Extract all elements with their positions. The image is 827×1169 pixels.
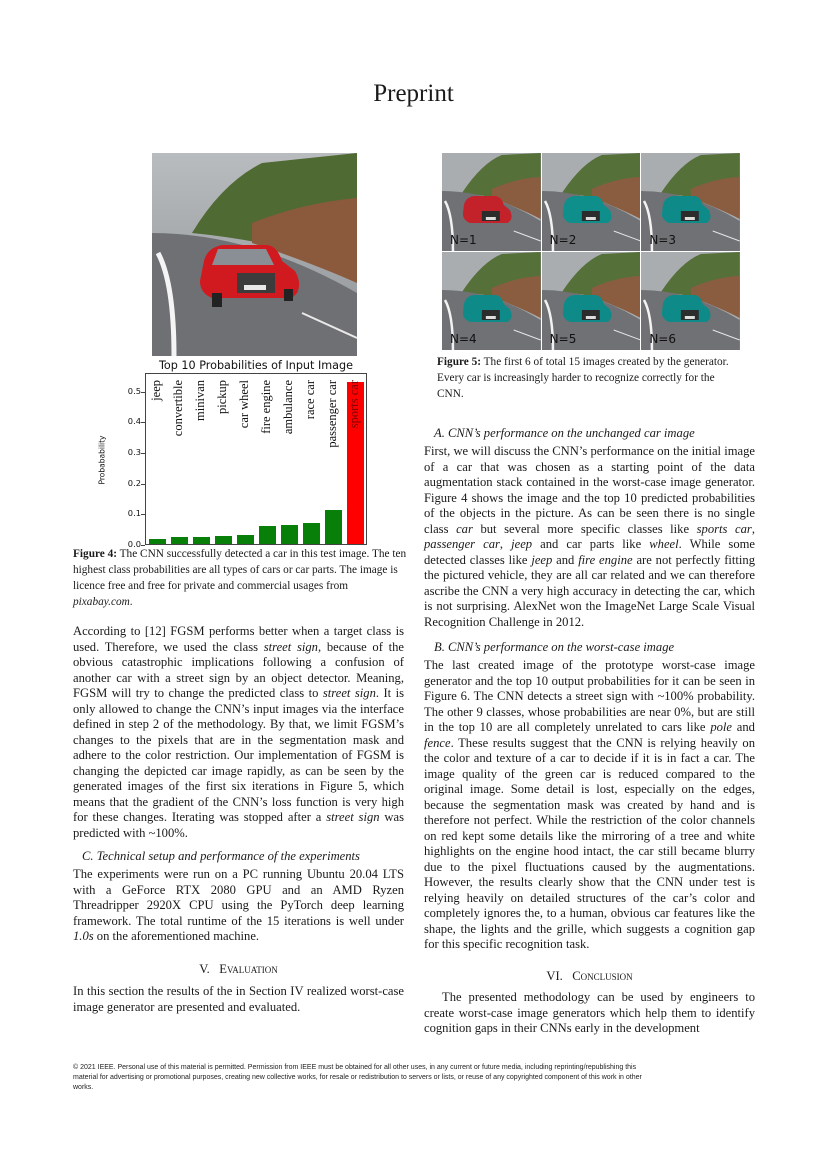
- section-vi-heading: VI. Conclusion: [546, 969, 633, 983]
- y-tick-label: 0.3: [127, 447, 141, 458]
- y-tick-label: 0.4: [127, 416, 141, 427]
- bar-label: convertible: [171, 380, 185, 437]
- bar-label: jeep: [149, 380, 163, 401]
- section-v-heading: V. Evaluation: [199, 962, 278, 976]
- evaluation-intro-paragraph: In this section the results of the in Section IV realized worst-case image generator are presented and evaluated.: [73, 984, 404, 1014]
- chart-y-axis-label: Probabability: [97, 435, 107, 485]
- bar-race-car: [303, 523, 320, 544]
- subsection-c-heading: C. Technical setup and performance of the experiments: [82, 849, 360, 863]
- subsection-b-heading: B. CNN’s performance on the worst-case image: [434, 640, 675, 654]
- y-tick-label: 0.2: [127, 477, 141, 488]
- generated-image-tile: [542, 252, 641, 350]
- figure5-caption: Figure 5: The first 6 of total 15 images created by the generator. Every car is increasingly harder to recognize correctly for the CNN.: [437, 356, 729, 400]
- bar-jeep: [149, 539, 166, 544]
- bar-minivan: [193, 537, 210, 544]
- bar-pickup: [215, 536, 232, 544]
- bar-chart-plot-area: [145, 373, 367, 545]
- bar-label: ambulance: [281, 380, 295, 435]
- generated-image-tile: [641, 252, 740, 350]
- generated-image-tile: [542, 153, 641, 251]
- bar-label: fire engine: [259, 380, 273, 434]
- figure5-image-grid: [442, 153, 740, 350]
- y-tick-label: 0.5: [127, 385, 141, 396]
- bar-fire-engine: [259, 526, 276, 544]
- figure4-caption-label: Figure 4:: [73, 548, 118, 560]
- technical-setup-paragraph: The experiments were run on a PC running Ubuntu 20.04 LTS with a GeForce RTX 2080 GPU and an AMD Ryzen Threadripper 2920X CPU using the PyTorch deep learning framework. The total runtime of the 15 iterations is well under 1.0s on the aforementioned machine.: [73, 867, 404, 943]
- bar-passenger-car: [325, 510, 342, 544]
- subsection-a-heading: A. CNN’s performance on the unchanged car image: [434, 426, 695, 440]
- iteration-label: N=1: [450, 233, 477, 247]
- bar-label: sports car: [347, 380, 361, 429]
- bar-label: car wheel: [237, 380, 251, 429]
- bar-convertible: [171, 537, 188, 544]
- y-tick-label: 0.1: [127, 508, 141, 519]
- bar-ambulance: [281, 525, 298, 544]
- y-tick-label: 0.0: [127, 539, 141, 549]
- iteration-label: N=6: [649, 332, 676, 346]
- pixabay-link-text: pixabay.com: [73, 596, 130, 608]
- bar-label: pickup: [215, 380, 229, 415]
- bar-label: race car: [303, 380, 317, 420]
- iteration-label: N=4: [450, 332, 477, 346]
- worst-case-paragraph: The last created image of the prototype worst-case image generator and the top 10 output probabilities for it can be seen in Figure 6. The CNN detects a street sign with ~100% probability. The other 9 classes, whose probabilities are near 0%, but are still in the top 10 are all completely unrelated to cars like pole and fence. These results suggest that the CNN is relying heavily on the color and texture of a car to decide if it is in fact a car. The image quality of the green car is reduced compared to the original image. Some detail is lost, especially on the edges, because the segmentation mask was created by hand and is therefore not perfect. While the restriction of the color channels on red kept some details like the mirroring of a tree and white highlights on the engine hood intact, the car still became blurry due to the pixel fluctuations caused by the augmentations. However, the results clearly show that the CNN under test is relying heavily on detailed structures of the car’s color and completely ignores the, to a human, obvious car features like the shape, the lights and the grille, which suggests a cognition gap for this specific recognition task.: [424, 658, 755, 951]
- figure4-car-photo: [152, 153, 357, 356]
- bar-car-wheel: [237, 535, 254, 544]
- iteration-label: N=2: [549, 233, 577, 247]
- copyright-notice: © 2021 IEEE. Personal use of this material is permitted. Permission from IEEE must be obtained for all other uses, in any current or future media, including reprinting/republishing this material for advertising or promotional purposes, creating new collective works, for resale or redistribution to servers or lists, or reuse of any copyrighted component of this work in other works.: [73, 1064, 642, 1091]
- generated-image-tile: [641, 153, 740, 251]
- chart-title: Top 10 Probabilities of Input Image: [158, 359, 354, 372]
- iteration-label: N=5: [549, 332, 577, 346]
- generated-image-tile: [442, 252, 541, 350]
- unchanged-car-paragraph: First, we will discuss the CNN’s performance on the initial image of a car that was chosen as a starting point of the data augmentation stack contained in the worst-case image generator. Figure 4 shows the image and the top 10 predicted probabilities of the objects in the picture. As can be seen there is no single class car but several more specific classes like sports car, passenger car, jeep and car parts like wheel. While some detected classes like jeep and fire engine are not perfectly fitting the pictured vehicle, they are all car related and we can therefore ascribe the CNN a very high accuracy in detecting the car, which is not surprising. AlexNet won the ImageNet Large Scale Visual Recognition Challenge in 2012.: [424, 444, 756, 629]
- generated-image-tile: [442, 153, 541, 251]
- fgsm-paragraph: According to [12] FGSM performs better when a target class is used. Therefore, we used the class street sign, because of the obvious catastrophic implications following a confusion of another car with a street sign by an object detector. Meaning, FGSM will try to change the predicted class to street sign. It is only allowed to change the CNN’s input images via the interface defined in step 2 of the methodology. By that, we limit FGSM’s changes to the pixels that are in the segmentation mask and adhere to the color restriction. Our implementation of FGSM is changing the depicted car image rapidly, as can be seen by the generated images of the first six iterations in Figure 5, which means that the gradient of the CNN’s loss function is very high for these changes. Iterating was stopped after a street sign was predicted with ~100%.: [73, 624, 405, 840]
- bar-label: minivan: [193, 380, 207, 421]
- page-title: Preprint: [373, 80, 454, 107]
- bar-label: passenger car: [325, 380, 339, 448]
- figure5-caption-label: Figure 5:: [437, 356, 482, 368]
- iteration-label: N=3: [649, 233, 676, 247]
- conclusion-paragraph: The presented methodology can be used by engineers to create worst-case image generators which help them to identify cognition gaps in their CNNs early in the development: [424, 990, 755, 1035]
- figure4-caption: Figure 4: The CNN successfully detected a car in this test image. The ten highest class probabilities are all types of cars or car parts. The image is licence free and free for private and commercial usages from pixabay.com.: [73, 548, 407, 608]
